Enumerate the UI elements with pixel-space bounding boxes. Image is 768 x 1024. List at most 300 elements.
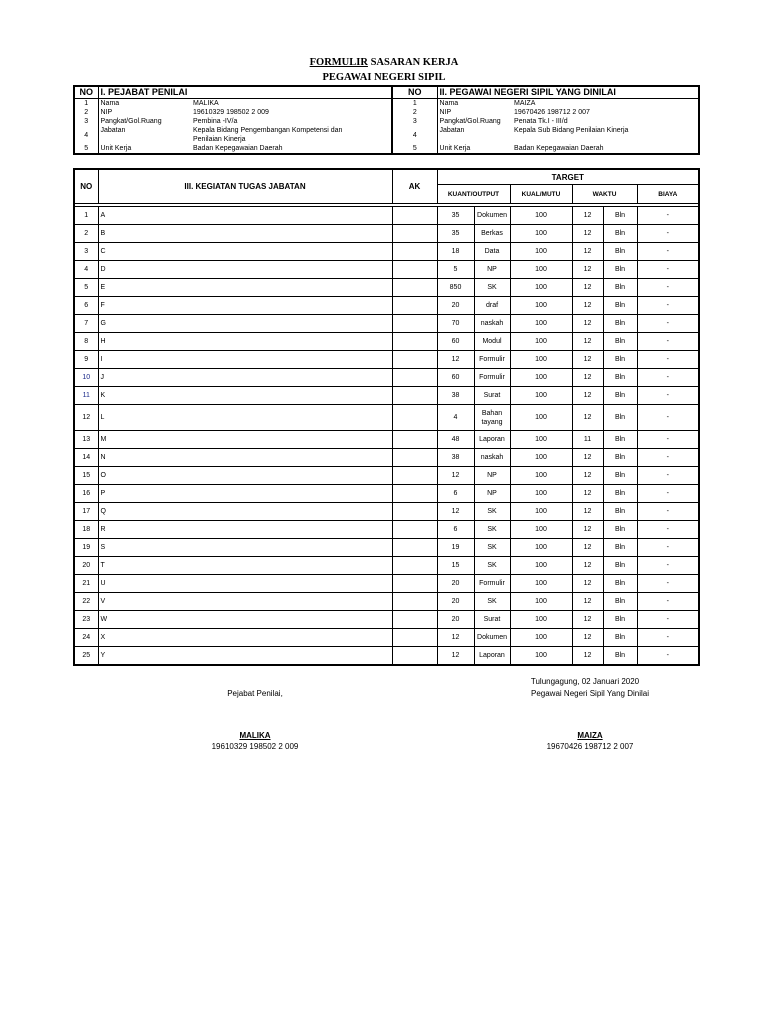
activity-no: 18 [74,521,98,539]
cost-value: - [637,629,699,647]
activity-name: I [98,351,392,369]
time-unit: Bln [603,521,637,539]
time-value: 12 [572,449,603,467]
activity-name: U [98,575,392,593]
activity-no: 21 [74,575,98,593]
evaluator-role: Pejabat Penilai, [227,689,283,698]
activity-row [74,315,699,333]
output-quantity: 60 [437,369,474,387]
activity-ak [392,431,437,449]
output-quantity: 12 [437,647,474,666]
activity-no: 2 [74,225,98,243]
quality-value: 100 [510,647,572,666]
output-unit: Berkas [474,225,510,243]
time-unit: Bln [603,539,637,557]
info-row [74,99,699,109]
cost-value: - [637,405,699,431]
cost-value: - [637,611,699,629]
output-unit: Formulir [474,351,510,369]
time-unit: Bln [603,225,637,243]
activity-no: 6 [74,297,98,315]
output-quantity: 15 [437,557,474,575]
activity-row [74,405,699,431]
activity-name: K [98,387,392,405]
activities-table [73,168,700,666]
output-unit: Formulir [474,575,510,593]
activity-ak [392,521,437,539]
employee-value: Badan Kepegawaian Daerah [514,145,604,152]
output-unit: SK [474,593,510,611]
info-no-header: NO [74,86,98,99]
quality-value: 100 [510,369,572,387]
ak-header: AK [392,169,437,204]
activity-row [74,431,699,449]
activity-name: B [98,225,392,243]
info-label-right: Jabatan [439,127,465,134]
activity-no: 16 [74,485,98,503]
activity-name: S [98,539,392,557]
activity-row [74,243,699,261]
time-unit: Bln [603,297,637,315]
evaluator-value: Kepala Bidang Pengembangan Kompetensi dan Penilaian Kinerja [193,127,343,143]
cost-value: - [637,225,699,243]
activity-row [74,539,699,557]
activity-name: N [98,449,392,467]
employee-nip: 19670426 198712 2 007 [546,742,634,751]
output-quantity: 20 [437,575,474,593]
info-row-no-right: 5 [392,144,437,154]
quality-value: 100 [510,387,572,405]
cost-value: - [637,485,699,503]
time-value: 12 [572,485,603,503]
time-unit: Bln [603,351,637,369]
activity-ak [392,261,437,279]
output-quantity: 48 [437,431,474,449]
activity-row [74,467,699,485]
cost-value: - [637,647,699,666]
quality-value: 100 [510,279,572,297]
activity-row [74,279,699,297]
output-unit: NP [474,261,510,279]
employee-value: MAIZA [514,100,536,107]
time-value: 12 [572,333,603,351]
form-title-underlined: FORMULIR [309,57,368,68]
output-quantity: 6 [437,485,474,503]
output-unit: naskah [474,315,510,333]
time-value: 12 [572,207,603,225]
activity-name: E [98,279,392,297]
output-quantity: 19 [437,539,474,557]
info-row [74,117,699,126]
activity-row [74,485,699,503]
output-unit: SK [474,521,510,539]
time-value: 12 [572,557,603,575]
quality-value: 100 [510,575,572,593]
output-unit: Dokumen [474,629,510,647]
output-unit: Data [474,243,510,261]
cost-value: - [637,315,699,333]
employee-heading: II. PEGAWAI NEGERI SIPIL YANG DINILAI [437,86,699,99]
output-quantity: 4 [437,405,474,431]
info-row [74,144,699,154]
activity-row [74,575,699,593]
time-unit: Bln [603,315,637,333]
activity-name: R [98,521,392,539]
cost-value: - [637,387,699,405]
quality-value: 100 [510,449,572,467]
activity-no: 25 [74,647,98,666]
quality-value: 100 [510,243,572,261]
time-value: 12 [572,405,603,431]
cost-value: - [637,557,699,575]
time-value: 12 [572,297,603,315]
time-unit: Bln [603,431,637,449]
info-label: Nama [100,100,120,107]
evaluator-value: Badan Kepegawaian Daerah [193,145,283,152]
output-quantity: 12 [437,351,474,369]
time-unit: Bln [603,575,637,593]
info-label: Jabatan [100,127,126,134]
output-quantity: 35 [437,225,474,243]
info-row-no-right: 4 [392,126,437,144]
activity-ak [392,647,437,666]
activity-name: M [98,431,392,449]
target-header: TARGET [437,169,699,185]
form-title [0,57,768,68]
quality-value: 100 [510,261,572,279]
activity-no: 23 [74,611,98,629]
place-date: Tulungagung, 02 Januari 2020 [530,677,640,686]
activity-name: X [98,629,392,647]
activity-name: C [98,243,392,261]
output-unit: Bahan tayang [474,405,510,431]
activity-ak [392,351,437,369]
time-value: 12 [572,243,603,261]
cost-value: - [637,279,699,297]
info-label: Unit Kerja [100,145,132,152]
activity-ak [392,369,437,387]
info-spacer [367,144,392,154]
info-row-no-right: 1 [392,99,437,109]
activity-no: 8 [74,333,98,351]
waktu-header: WAKTU [572,185,637,204]
biaya-header: BIAYA [637,185,699,204]
activity-no: 3 [74,243,98,261]
activities-no-header: NO [74,169,98,204]
info-row-no: 5 [74,144,98,154]
output-quantity: 38 [437,449,474,467]
activity-row [74,647,699,666]
activity-name: O [98,467,392,485]
activity-ak [392,297,437,315]
quality-value: 100 [510,297,572,315]
activity-ak [392,333,437,351]
activity-no: 24 [74,629,98,647]
info-row-no: 2 [74,108,98,117]
activity-ak [392,467,437,485]
output-unit: SK [474,279,510,297]
quality-value: 100 [510,467,572,485]
info-label-right: Pangkat/Gol.Ruang [439,118,501,125]
output-quantity: 12 [437,467,474,485]
activity-name: J [98,369,392,387]
quality-value: 100 [510,207,572,225]
activity-name: L [98,405,392,431]
activity-row [74,503,699,521]
activity-name: Q [98,503,392,521]
cost-value: - [637,261,699,279]
info-label-right: NIP [439,109,452,116]
time-value: 11 [572,431,603,449]
quality-value: 100 [510,539,572,557]
info-label: NIP [100,109,113,116]
time-value: 12 [572,261,603,279]
output-unit: NP [474,485,510,503]
time-value: 12 [572,611,603,629]
time-value: 12 [572,279,603,297]
time-unit: Bln [603,279,637,297]
activity-row [74,611,699,629]
output-unit: SK [474,557,510,575]
quality-value: 100 [510,629,572,647]
time-value: 12 [572,225,603,243]
time-value: 12 [572,521,603,539]
output-unit: Surat [474,611,510,629]
activity-no: 5 [74,279,98,297]
quality-value: 100 [510,315,572,333]
time-unit: Bln [603,485,637,503]
activity-ak [392,539,437,557]
time-unit: Bln [603,369,637,387]
time-unit: Bln [603,207,637,225]
cost-value: - [637,351,699,369]
activity-row [74,593,699,611]
activity-name: T [98,557,392,575]
time-value: 12 [572,593,603,611]
output-unit: naskah [474,449,510,467]
activities-name-header: III. KEGIATAN TUGAS JABATAN [98,169,392,204]
time-value: 12 [572,647,603,666]
activity-row [74,225,699,243]
activity-ak [392,575,437,593]
output-quantity: 20 [437,297,474,315]
activity-name: D [98,261,392,279]
kual-mutu-header: KUAL/MUTU [510,185,572,204]
info-spacer [367,99,392,109]
info-label: Pangkat/Gol.Ruang [100,118,162,125]
employee-value: Penata Tk.I - III/d [514,118,568,125]
activity-ak [392,503,437,521]
output-quantity: 20 [437,593,474,611]
info-label-right: Nama [439,100,459,107]
employee-value: Kepala Sub Bidang Penilaian Kinerja [514,127,629,134]
activity-name: F [98,297,392,315]
time-value: 12 [572,629,603,647]
activity-ak [392,243,437,261]
quality-value: 100 [510,503,572,521]
evaluator-value: 19610329 198502 2 009 [193,109,269,116]
cost-value: - [637,333,699,351]
time-value: 12 [572,539,603,557]
time-unit: Bln [603,333,637,351]
time-value: 12 [572,315,603,333]
time-unit: Bln [603,611,637,629]
time-value: 12 [572,467,603,485]
activity-row [74,261,699,279]
output-quantity: 18 [437,243,474,261]
cost-value: - [637,521,699,539]
quality-value: 100 [510,611,572,629]
cost-value: - [637,593,699,611]
info-row-no: 3 [74,117,98,126]
activity-no: 13 [74,431,98,449]
activity-name: A [98,207,392,225]
activity-ak [392,449,437,467]
evaluator-value: MALIKA [193,100,219,107]
cost-value: - [637,297,699,315]
time-unit: Bln [603,261,637,279]
info-row-no-right: 2 [392,108,437,117]
activity-row [74,369,699,387]
info-label-right: Unit Kerja [439,145,471,152]
activity-ak [392,387,437,405]
activity-no: 22 [74,593,98,611]
cost-value: - [637,467,699,485]
info-spacer [367,126,392,144]
activity-row [74,629,699,647]
info-spacer [367,117,392,126]
activity-no: 10 [74,369,98,387]
info-row [74,108,699,117]
info-row [74,126,699,144]
output-quantity: 5 [437,261,474,279]
activity-no: 12 [74,405,98,431]
activity-no: 14 [74,449,98,467]
output-quantity: 60 [437,333,474,351]
activity-ak [392,611,437,629]
output-quantity: 20 [437,611,474,629]
activity-name: P [98,485,392,503]
quality-value: 100 [510,225,572,243]
time-unit: Bln [603,503,637,521]
activity-no: 17 [74,503,98,521]
cost-value: - [637,539,699,557]
activity-name: V [98,593,392,611]
activity-name: W [98,611,392,629]
time-unit: Bln [603,387,637,405]
output-quantity: 35 [437,207,474,225]
output-unit: Modul [474,333,510,351]
activity-ak [392,557,437,575]
time-unit: Bln [603,557,637,575]
info-row-no: 4 [74,126,98,144]
evaluator-heading: I. PEJABAT PENILAI [98,86,392,99]
output-unit: draf [474,297,510,315]
activity-ak [392,485,437,503]
quality-value: 100 [510,431,572,449]
cost-value: - [637,575,699,593]
activity-name: Y [98,647,392,666]
activity-row [74,333,699,351]
time-unit: Bln [603,629,637,647]
activity-no: 19 [74,539,98,557]
activity-ak [392,405,437,431]
quality-value: 100 [510,351,572,369]
time-unit: Bln [603,647,637,666]
activity-ak [392,225,437,243]
time-unit: Bln [603,405,637,431]
output-unit: Laporan [474,431,510,449]
info-row-no: 1 [74,99,98,109]
cost-value: - [637,503,699,521]
output-quantity: 70 [437,315,474,333]
output-unit: NP [474,467,510,485]
activity-ak [392,593,437,611]
activity-row [74,449,699,467]
activity-name: G [98,315,392,333]
activity-ak [392,279,437,297]
output-quantity: 6 [437,521,474,539]
cost-value: - [637,243,699,261]
kuant-output-header: KUANT/OUTPUT [437,185,510,204]
employee-value: 19670426 198712 2 007 [514,109,590,116]
output-quantity: 12 [437,503,474,521]
evaluator-value: Pembina -IV/a [193,118,238,125]
officials-info-table [73,85,700,155]
time-value: 12 [572,369,603,387]
quality-value: 100 [510,485,572,503]
activity-no: 15 [74,467,98,485]
activity-no: 20 [74,557,98,575]
cost-value: - [637,207,699,225]
quality-value: 100 [510,593,572,611]
quality-value: 100 [510,405,572,431]
info-no-header-right: NO [392,86,437,99]
cost-value: - [637,449,699,467]
time-value: 12 [572,503,603,521]
activity-no: 7 [74,315,98,333]
output-unit: Dokumen [474,207,510,225]
info-spacer [367,108,392,117]
evaluator-nip: 19610329 198502 2 009 [211,742,299,751]
output-unit: Laporan [474,647,510,666]
time-unit: Bln [603,467,637,485]
info-row-no-right: 3 [392,117,437,126]
cost-value: - [637,369,699,387]
evaluator-name: MALIKA [239,731,271,740]
time-unit: Bln [603,449,637,467]
activity-no: 1 [74,207,98,225]
form-title-rest: SASARAN KERJA [367,57,459,68]
activity-ak [392,207,437,225]
activity-row [74,387,699,405]
form-subtitle: PEGAWAI NEGERI SIPIL [322,72,446,83]
output-quantity: 12 [437,629,474,647]
cost-value: - [637,431,699,449]
employee-role: Pegawai Negeri Sipil Yang Dinilai [531,689,649,698]
time-value: 12 [572,387,603,405]
time-value: 12 [572,351,603,369]
output-quantity: 38 [437,387,474,405]
quality-value: 100 [510,333,572,351]
activity-row [74,557,699,575]
activity-row [74,521,699,539]
quality-value: 100 [510,521,572,539]
time-unit: Bln [603,593,637,611]
output-quantity: 850 [437,279,474,297]
activity-no: 4 [74,261,98,279]
output-unit: Surat [474,387,510,405]
